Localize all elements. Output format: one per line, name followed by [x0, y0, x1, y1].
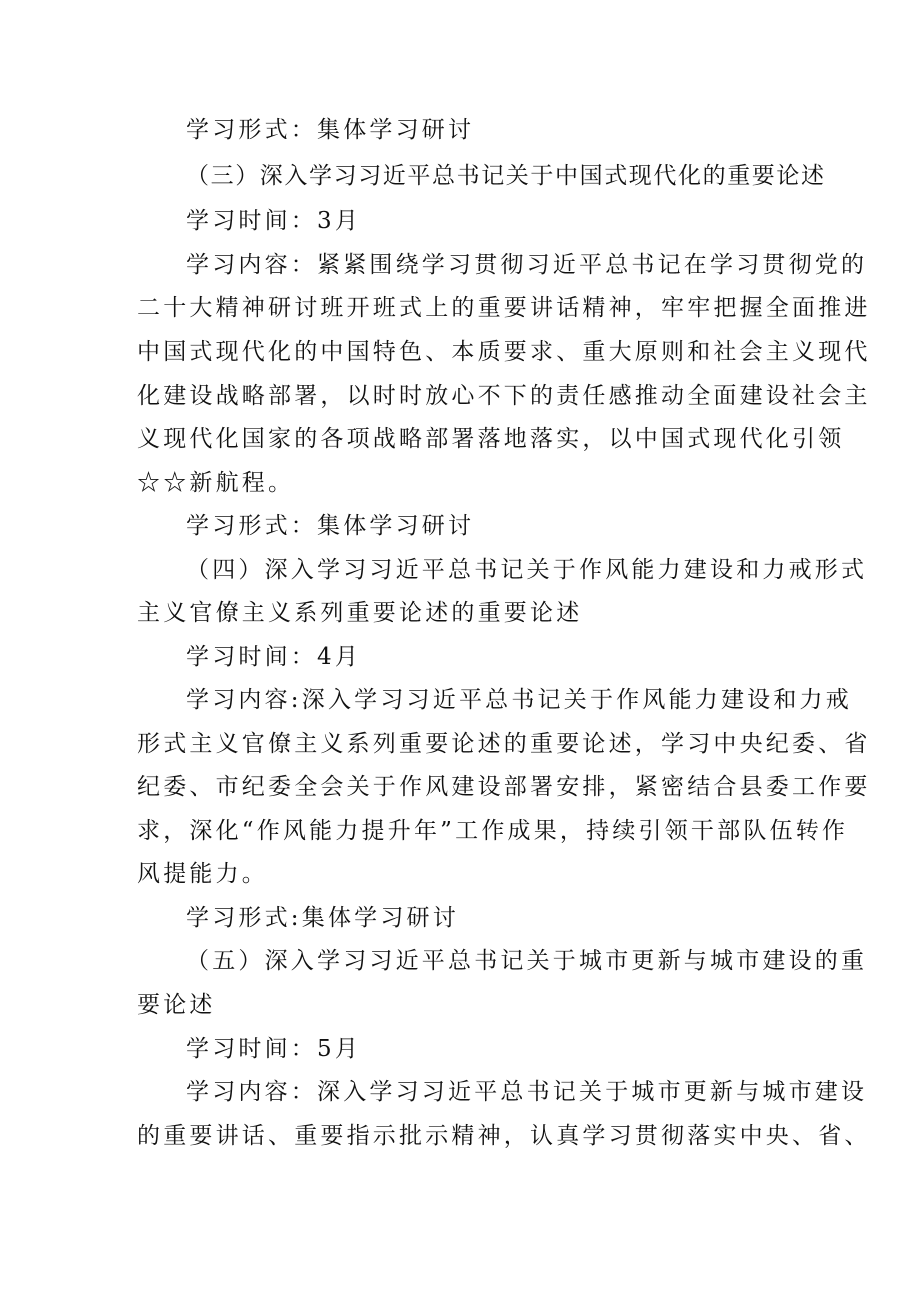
paragraph-line: ☆☆新航程。 — [137, 470, 295, 496]
study-time-line: 学习时间：4月 — [186, 644, 362, 670]
study-format-line: 学习形式：集体学习研讨 — [186, 117, 475, 143]
paragraph-line: 中国式现代化的中国特色、本质要求、重大原则和社会主义现代 — [137, 339, 871, 365]
paragraph-line: 求，深化“作风能力提升年”工作成果，持续引领干部队伍转作 — [137, 818, 849, 844]
section-heading-3: （三）深入学习习近平总书记关于中国式现代化的重要论述 — [186, 163, 826, 189]
study-content-line: 学习内容：紧紧围绕学习贯彻习近平总书记在学习贯彻党的 — [186, 252, 868, 278]
study-content-line: 学习内容：深入学习习近平总书记关于城市更新与城市建设 — [186, 1079, 868, 1105]
paragraph-line: 形式主义官僚主义系列重要论述的重要论述，学习中央纪委、省 — [137, 731, 871, 757]
study-format-line: 学习形式:集体学习研讨 — [186, 905, 459, 931]
section-heading-5: （五）深入学习习近平总书记关于城市更新与城市建设的重 — [186, 948, 868, 974]
paragraph-line: 化建设战略部署，以时时放心不下的责任感推动全面建设社会主 — [137, 383, 871, 409]
paragraph-line: 风提能力。 — [137, 861, 268, 887]
paragraph-line: 纪委、市纪委全会关于作风建设部署安排，紧密结合县委工作要 — [137, 774, 871, 800]
study-time-line: 学习时间：5月 — [186, 1036, 362, 1062]
paragraph-line: 要论述 — [137, 992, 216, 1018]
section-heading-4: （四）深入学习习近平总书记关于作风能力建设和力戒形式 — [186, 557, 868, 583]
paragraph-line: 的重要讲话、重要指示批示精神，认真学习贯彻落实中央、省、 — [137, 1123, 871, 1149]
study-format-line: 学习形式：集体学习研讨 — [186, 513, 475, 539]
paragraph-line: 义现代化国家的各项战略部署落地落实，以中国式现代化引领 — [137, 426, 845, 452]
paragraph-line: 二十大精神研讨班开班式上的重要讲话精神，牢牢把握全面推进 — [137, 295, 871, 321]
study-time-line: 学习时间：3月 — [186, 208, 362, 234]
paragraph-line: 主义官僚主义系列重要论述的重要论述 — [137, 600, 583, 626]
study-content-line: 学习内容:深入学习习近平总书记关于作风能力建设和力戒 — [186, 687, 852, 713]
